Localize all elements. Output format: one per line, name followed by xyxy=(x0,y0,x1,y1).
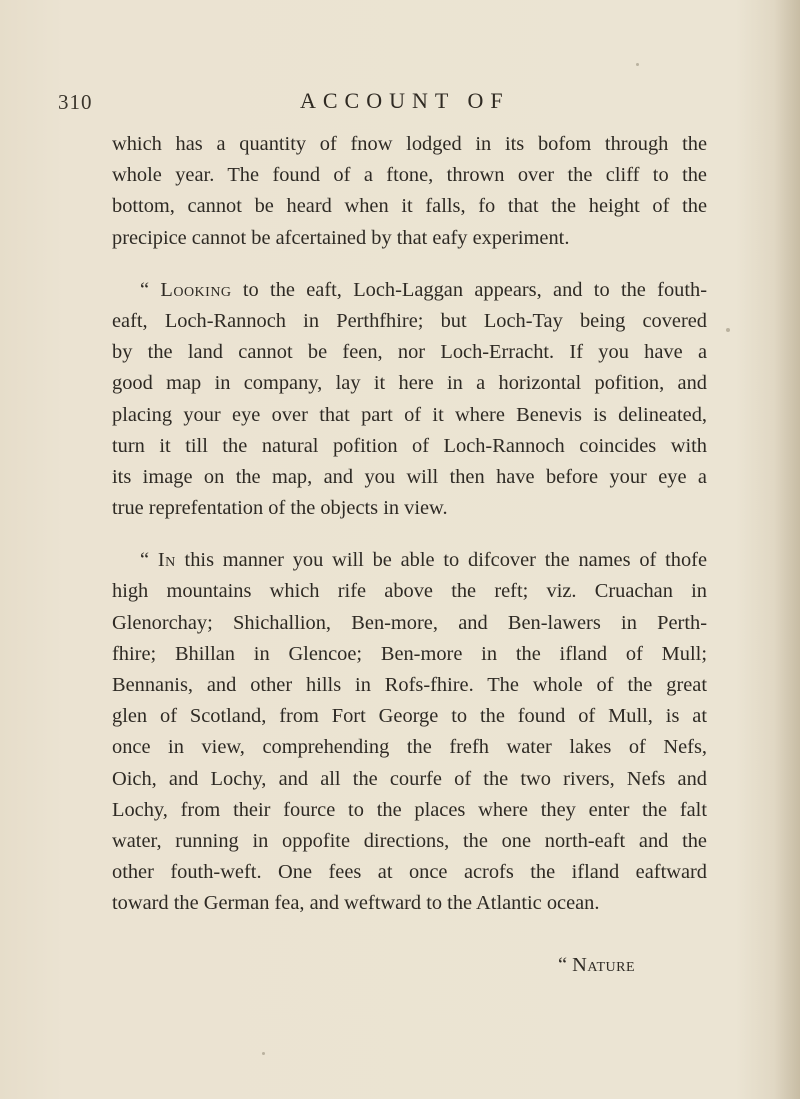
text-line-first xyxy=(112,275,707,306)
text-line: whole year. The found of a ftone, thrown over the cliff to the xyxy=(112,164,707,187)
text-line: precipice cannot be afcertained by that eafy experiment. xyxy=(112,226,570,249)
open-quote: “ xyxy=(140,278,161,301)
first-line-rest: to the eaft, Loch-Laggan appears, and to the fouth- xyxy=(231,278,708,301)
body-text xyxy=(112,129,707,920)
paper-speck xyxy=(262,1052,265,1055)
paper-speck xyxy=(726,328,730,332)
paragraph-1 xyxy=(112,129,707,254)
text-line: turn it till the natural pofition of Loch-Rannoch coincides with xyxy=(112,434,707,457)
text-line-first xyxy=(112,545,707,576)
text-line: which has a quantity of fnow lodged in its bofom through the xyxy=(112,133,707,155)
paragraph-2 xyxy=(112,275,707,525)
page-number: 310 xyxy=(58,90,93,114)
text-line: other fouth-weft. One fees at once acrofs the ifland eaftward xyxy=(112,861,707,884)
lead-word: In xyxy=(157,549,176,572)
text-line: toward the German fea, and weftward to the Atlantic ocean. xyxy=(112,892,600,915)
page-edge-shadow xyxy=(774,0,800,1099)
text-line: bottom, cannot be heard when it falls, fo that the height of the xyxy=(112,195,707,218)
text-line: good map in company, lay it here in a horizontal pofition, and xyxy=(112,372,707,395)
text-line: water, running in oppofite directions, the one north-eaft and the xyxy=(112,829,707,852)
text-line: glen of Scotland, from Fort George to the found of Mull, is at xyxy=(112,705,707,728)
text-line: Oich, and Lochy, and all the courfe of the two rivers, Nefs and xyxy=(112,767,707,790)
open-quote: “ xyxy=(140,549,158,572)
text-line: Bennanis, and other hills in Rofs-fhire. The whole of the great xyxy=(112,674,707,696)
catchword-quote: “ xyxy=(558,954,573,976)
lead-word: Looking xyxy=(160,278,232,301)
text-line: fhire; Bhillan in Glencoe; Ben-more in the ifland of Mull; xyxy=(112,642,707,665)
text-line: by the land cannot be feen, nor Loch-Erracht. If you have a xyxy=(112,341,707,364)
text-line: high mountains which rife above the reft; viz. Cruachan in xyxy=(112,580,707,603)
text-line: its image on the map, and you will then have before your eye a xyxy=(112,465,707,488)
catchword-text: Nature xyxy=(572,954,635,976)
text-line: eaft, Loch-Rannoch in Perthfhire; but Loch-Tay being covered xyxy=(112,309,707,332)
paper-speck xyxy=(636,63,639,66)
text-line: Lochy, from their fource to the places where they enter the falt xyxy=(112,798,707,821)
text-line: Glenorchay; Shichallion, Ben-more, and Ben-lawers in Perth- xyxy=(112,611,707,634)
text-line: true reprefentation of the objects in view. xyxy=(112,497,448,520)
running-title: ACCOUNT OF xyxy=(300,88,510,113)
first-line-rest: this manner you will be able to difcover the names of thofe xyxy=(175,549,707,572)
text-line: placing your eye over that part of it where Benevis is delineated, xyxy=(112,403,707,426)
text-line: once in view, comprehending the frefh water lakes of Nefs, xyxy=(112,736,707,759)
catchword xyxy=(558,954,635,977)
paragraph-3 xyxy=(112,545,707,919)
